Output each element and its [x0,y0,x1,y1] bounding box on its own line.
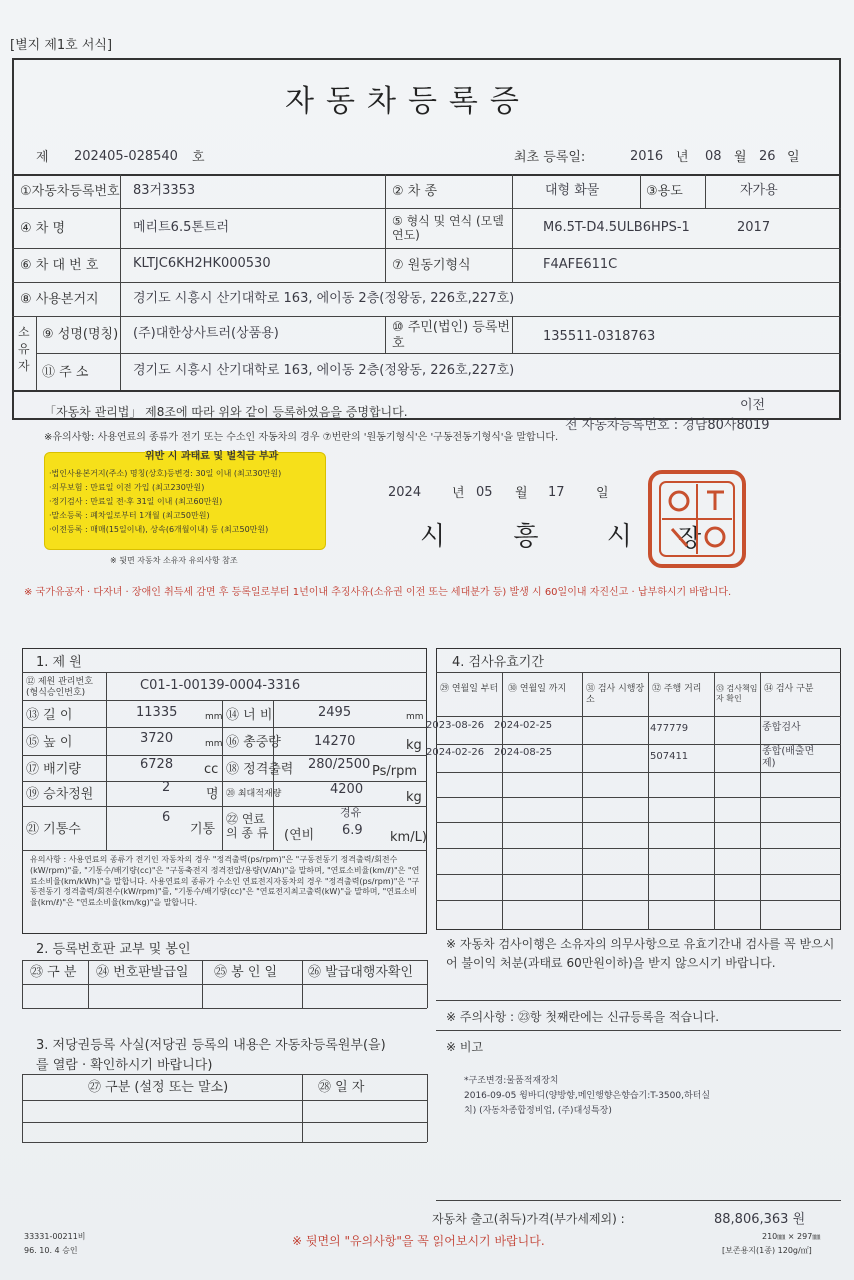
base-value: 경기도 시흥시 산기대학로 163, 에이동 2층(정왕동, 226호,227호) [133,291,515,306]
load-unit: kg [406,790,422,805]
gross-label: ⑯ 총중량 [226,735,281,750]
mortgage-col-date: ㉘ 일 자 [318,1080,365,1095]
issue-month-unit: 월 [515,486,528,501]
first-reg-label: 최초 등록일: [514,150,586,165]
plate-col-type: ㉓ 구 분 [30,965,77,980]
plate-col-issue-date: ㉔ 번호판발급일 [96,965,189,980]
addr-label: ⑪ 주 소 [42,365,89,380]
length-unit: mm [205,712,223,722]
remark-line: 치) (자동차종합정비업, (주)대성특장) [464,1106,612,1116]
disp-unit: cc [204,762,219,777]
day-unit: 일 [787,150,800,165]
insp-col-kind: ㉞ 검사 구분 [764,684,814,694]
issue-year: 2024 [388,485,422,500]
transfer-label: 이전 [740,398,766,413]
first-reg-day: 26 [759,149,776,164]
no-suffix: 호 [192,150,205,165]
price-value: 88,806,363 원 [714,1212,806,1227]
engine-label: ⑦ 원동기형식 [392,258,471,273]
mgmt-value: C01-1-00139-0004-3316 [140,678,301,693]
official-seal [648,470,746,568]
power-unit: Ps/rpm [372,764,418,779]
fuel-value: 경유 [340,806,362,819]
certificate-number: 202405-028540 [74,149,178,164]
penalty-title: 위반 시 과태료 및 벌칙금 부과 [145,451,279,462]
model-label: ⑤ 형식 및 연식 (모델연도) [392,214,504,243]
insp-col-from: ㉙ 연월일 부터 [440,684,499,694]
eff-label: (연비 [284,828,315,843]
certification-text: 「자동차 관리법」 제8조에 따라 위와 같이 등록하였음을 증명합니다. [44,405,408,419]
insp-col-to: ㉚ 연월일 까지 [508,684,567,694]
inspection-caution: ※ 주의사항 : ㉓항 첫째란에는 신규등록을 적습니다. [446,1010,720,1024]
first-reg-month: 08 [705,149,722,164]
issue-day: 17 [548,485,565,500]
issue-day-unit: 일 [596,486,609,501]
height-unit: mm [205,739,223,749]
length-label: ⑬ 길 이 [26,708,73,723]
issuing-office: 시 흥 시 [420,522,662,552]
type-label: ② 차 종 [392,184,438,199]
penalty-item: ·말소등록 : 폐차일로부터 1개월 (최고50만원) [49,511,210,520]
footer-paper: [보존용지(1종) 120g/㎡] [722,1246,812,1255]
previous-reg-no: 전 자동차등록번호 : 경남80사8019 [565,418,770,433]
gross-unit: kg [406,738,422,753]
inspection-note: ※ 자동차 검사이행은 소유자의 의무사항으로 유효기간내 검사를 꼭 받으시어 불이익 처분(과태료 60만원이하)을 받지 않으시기 바랍니다. [446,937,835,970]
reg-no-value: 83거3353 [133,183,196,198]
plate-col-agent: ㉖ 발급대행자확인 [308,965,414,980]
plate-col-seal-date: ㉕ 봉 인 일 [214,965,278,980]
insp-row-to: 2024-02-25 [494,720,553,731]
seats-unit: 명 [206,787,219,802]
cyl-unit: 기통 [190,822,216,837]
mgmt-label: ⑫ 제원 관리번호 (형식승인번호) [26,677,93,698]
spec-note: 유의사항 : 사용연료의 종류가 전기인 자동차의 경우 "정격출력(ps/rpm)"은 "구동전동기 정격출력/회전수(kW/rpm)"를, "기통수/배기량(cc)"은 "구동축전지 정격전압/용량(V/Ah)"을 말하며, "연료소비율(km/ℓ)"은 "연료소비율(km/kWh)"을 말합니다. 사용연료의 종류가 수소인 연료전지자동차의 경우 "정격출력(ps/rpm)"은 "구동전동기 정격출력/회전수(kW/rpm)"를, "기통수/배기량(cc)"은 "연료전지최고출력(kW)"을 말하며, "연료소비율(km/ℓ)"은 "연료소비율(km/kg)"을 말합니다. [30,855,420,908]
insp-row-from: 2023-08-26 [426,720,485,731]
form-number: [별지 제1호 서식] [10,38,113,53]
first-reg-year: 2016 [630,149,664,164]
insp-row-from: 2024-02-26 [426,747,485,758]
gross-value: 14270 [314,734,356,749]
front-caution: ※유의사항: 사용연료의 종류가 전기 또는 수소인 자동차의 경우 ⑦번란의 '원동기형식'은 '구동전동기형식'을 말합니다. [44,432,559,443]
footer-size: 210㎜ × 297㎜ [762,1232,821,1241]
insp-col-place: ㉛ 검사 시행장소 [586,684,645,705]
remark-line: 2016-09-05 윙바디(양방향,메인행향은향습기:T-3500,하터실 [464,1091,711,1101]
eff-value: 6.9 [342,823,363,838]
tax-notice: ※ 국가유공자 · 다자녀 · 장애인 취득세 감면 후 등록일로부터 1년이내 추징사유(소유권 이전 또는 세대분가 등) 발생 시 60일이내 자진신고 · 납부하시기 바랍니다. [24,587,732,598]
insp-row-kind: 종합(배출면제) [762,746,815,769]
width-label: ⑭ 너 비 [226,708,273,723]
seats-value: 2 [162,780,171,795]
remarks-label: ※ 비고 [446,1040,484,1054]
model-year: 2017 [737,220,771,235]
reg-no-label: ①자동차등록번호 [20,184,120,199]
insp-row-km: 507411 [650,751,689,762]
id-label: ⑩ 주민(법인) 등록번호 [392,320,510,351]
model-value: M6.5T-D4.5ULB6HPS-1 [543,220,690,235]
footer-form-code: 33331-00211비 [24,1232,86,1241]
power-label: ⑱ 정격출력 [226,762,294,777]
mortgage-col-type: ㉗ 구분 (설정 또는 말소) [88,1080,229,1095]
insp-col-inspector: ㉝ 검사책임자 확인 [716,684,758,703]
id-value: 135511-0318763 [543,329,656,344]
vin-label: ⑥ 차 대 번 호 [20,258,99,273]
plate-heading: 2. 등록번호판 교부 및 봉인 [36,942,191,957]
insp-col-distance: ㉜ 주행 거리 [652,684,702,694]
insp-row-kind: 종합검사 [762,722,801,733]
penalty-item: ·의무보험 : 만료일 이전 가입 (최고230만원) [49,483,205,492]
document-title: 자동차등록증 [285,84,531,119]
year-unit: 년 [676,150,689,165]
power-value: 280/2500 [308,757,371,772]
engine-value: F4AFE611C [543,257,618,272]
penalty-item: ·이전등록 : 매매(15일이내), 상속(6개월이내) 등 (최고50만원) [49,525,269,534]
insp-row-to: 2024-08-25 [494,747,553,758]
load-value: 4200 [330,782,364,797]
width-value: 2495 [318,705,352,720]
eff-unit: km/L) [390,830,427,845]
owner-group-label: 소유자 [18,325,30,373]
height-label: ⑮ 높 이 [26,735,73,750]
office-suffix: 장 [678,524,702,552]
fuel-label: ㉒ 연료의 종 류 [226,812,269,841]
seats-label: ⑲ 승차정원 [26,787,94,802]
length-value: 11335 [136,705,178,720]
penalty-notice [44,452,326,550]
name-label: ④ 차 명 [20,221,66,236]
penalty-item: ·정기검사 : 만료일 전·후 31일 이내 (최고60만원) [49,497,223,506]
issue-month: 05 [476,485,493,500]
penalty-item: ·법인사용본거지(주소) 명칭(상호)등변경: 30일 이내 (최고30만원) [49,469,282,478]
use-value: 자가용 [740,183,778,198]
remark-line: *구조변경:물품적재장치 [464,1076,559,1086]
disp-value: 6728 [140,757,174,772]
footer-red-notice: ※ 뒷면의 "유의사항"을 꼭 읽어보시기 바랍니다. [292,1234,545,1248]
owner-value: (주)대한상사트러(상품용) [133,326,279,341]
disp-label: ⑰ 배기량 [26,762,81,777]
insp-row-km: 477779 [650,723,689,734]
month-unit: 월 [734,150,747,165]
vin-value: KLTJC6KH2HK000530 [133,256,271,271]
no-label: 제 [36,150,49,165]
addr-value: 경기도 시흥시 산기대학로 163, 에이동 2층(정왕동, 226호,227호) [133,363,515,378]
spec-heading: 1. 제 원 [36,655,82,670]
cyl-label: ㉑ 기통수 [26,822,81,837]
type-value: 대형 화물 [545,183,600,198]
issue-year-unit: 년 [452,486,465,501]
name-value: 메리트6.5톤트러 [133,220,230,235]
base-label: ⑧ 사용본거지 [20,292,99,307]
inspection-heading: 4. 검사유효기간 [452,655,544,670]
price-label: 자동차 출고(취득)가격(부가세제외) : [432,1212,625,1226]
footer-approval: 96. 10. 4 승인 [24,1246,78,1255]
mortgage-heading: 3. 저당권등록 사실(저당권 등록의 내용은 자동차등록원부(을)를 열람 · 확인하시기 바랍니다) [36,1038,386,1073]
load-label: ⑳ 최대적재량 [226,789,282,799]
height-value: 3720 [140,731,174,746]
use-label: ③용도 [646,184,683,199]
owner-label: ⑨ 성명(명칭) [42,327,119,342]
cyl-value: 6 [162,810,171,825]
width-unit: mm [406,712,424,722]
penalty-footer: ※ 뒷면 자동차 소유자 유의사항 참조 [110,556,238,565]
